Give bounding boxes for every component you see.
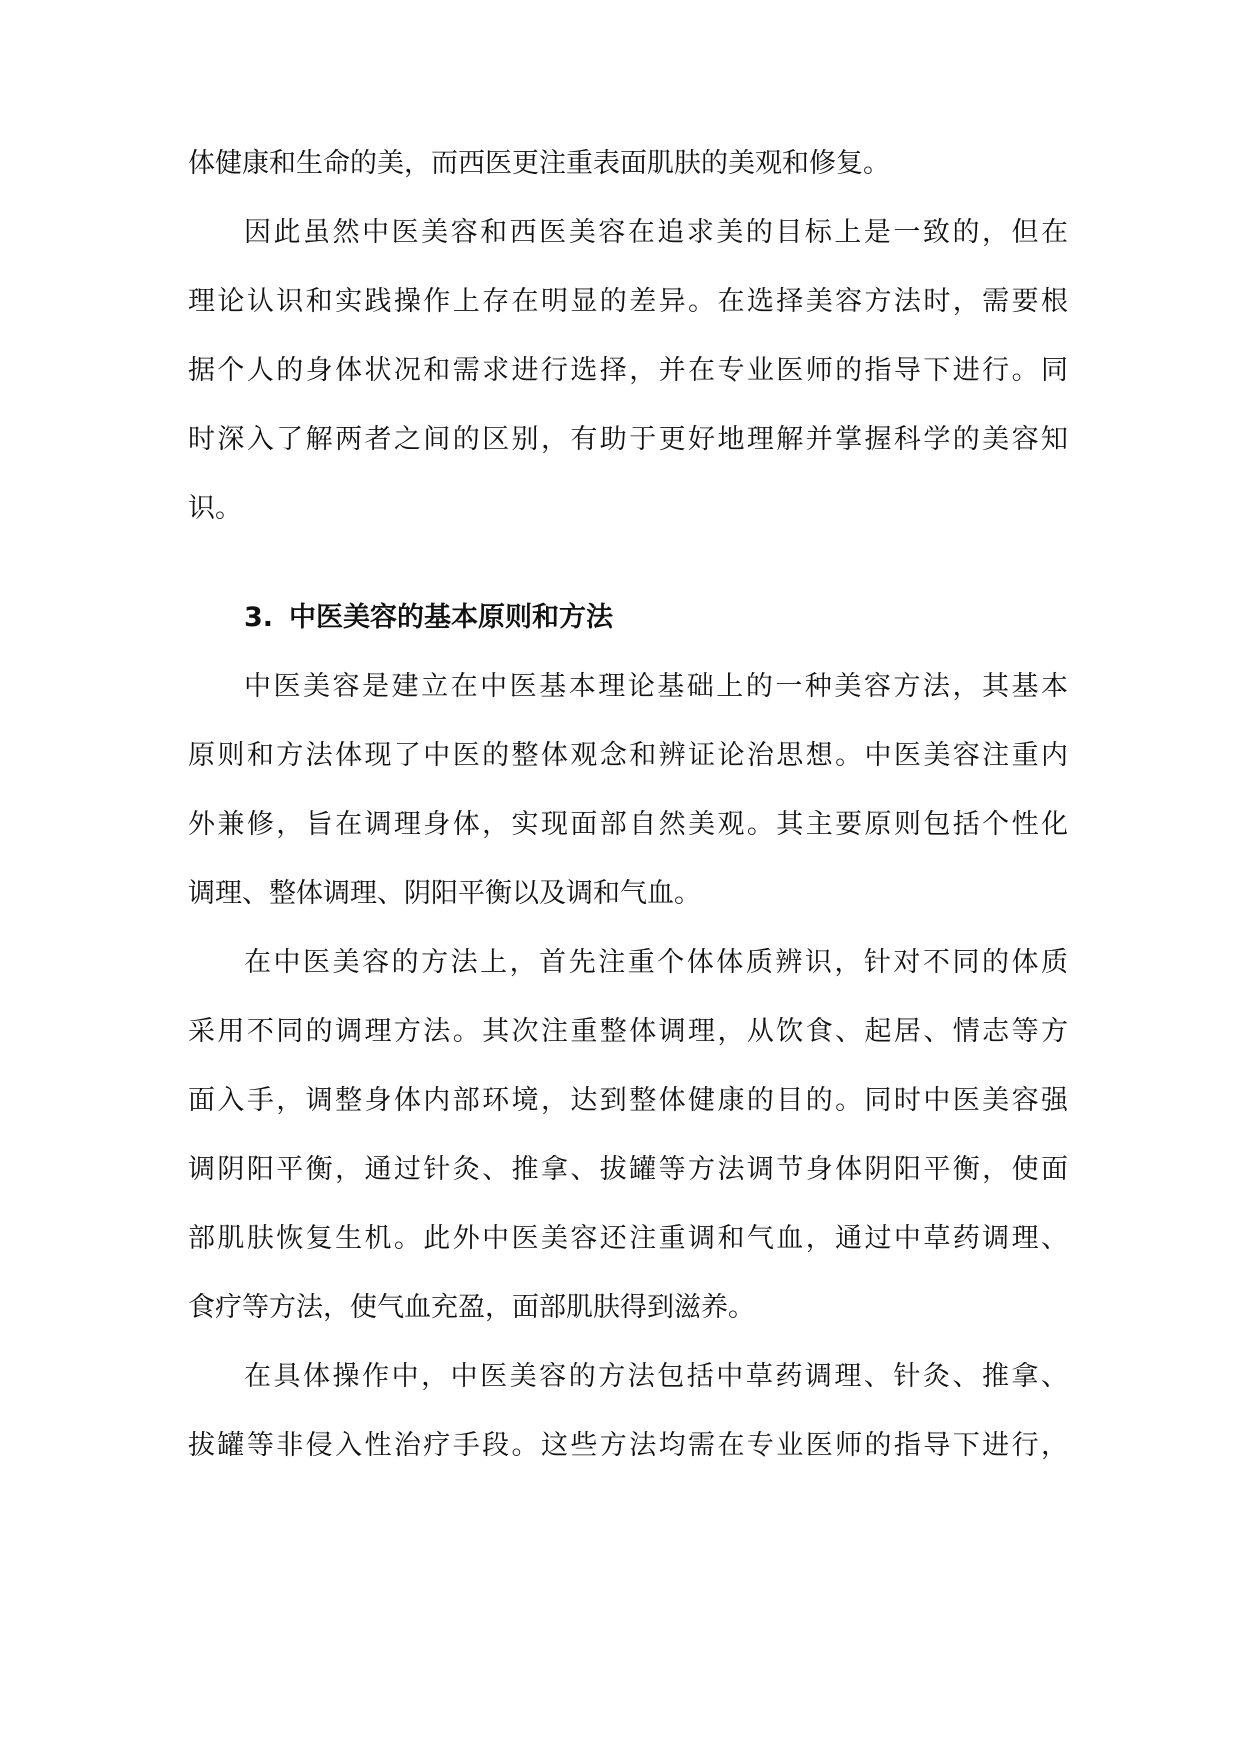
paragraph-line: 在中医美容的方法上，首先注重个体体质辨识，针对不同的体质 [244, 947, 1068, 978]
paragraph-line: 理论认识和实践操作上存在明显的差异。在选择美容方法时，需要根 [188, 286, 1068, 317]
paragraph-line: 调理、整体调理、阴阳平衡以及调和气血。 [188, 878, 701, 909]
paragraph-line: 拔罐等非侵入性治疗手段。这些方法均需在专业医师的指导下进行， [188, 1430, 1068, 1461]
paragraph-line: 调阴阳平衡，通过针灸、推拿、拔罐等方法调节身体阴阳平衡，使面 [188, 1154, 1068, 1185]
paragraph-line: 据个人的身体状况和需求进行选择，并在专业医师的指导下进行。同 [188, 355, 1068, 386]
paragraph-line: 原则和方法体现了中医的整体观念和辨证论治思想。中医美容注重内 [188, 740, 1068, 771]
paragraph-line: 体健康和生命的美，而西医更注重表面肌肤的美观和修复。 [188, 148, 890, 179]
paragraph-line: 外兼修，旨在调理身体，实现面部自然美观。其主要原则包括个性化 [188, 809, 1068, 840]
paragraph-line: 采用不同的调理方法。其次注重整体调理，从饮食、起居、情志等方 [188, 1016, 1068, 1047]
paragraph-line: 因此虽然中医美容和西医美容在追求美的目标上是一致的，但在 [244, 217, 1068, 248]
paragraph-line: 部肌肤恢复生机。此外中医美容还注重调和气血，通过中草药调理、 [188, 1223, 1068, 1254]
paragraph-line: 食疗等方法，使气血充盈，面部肌肤得到滋养。 [188, 1292, 755, 1323]
paragraph-line: 中医美容是建立在中医基本理论基础上的一种美容方法，其基本 [244, 671, 1068, 702]
paragraph-line: 面入手，调整身体内部环境，达到整体健康的目的。同时中医美容强 [188, 1085, 1068, 1116]
section-title: 中医美容的基本原则和方法 [289, 602, 614, 633]
paragraph-line: 在具体操作中，中医美容的方法包括中草药调理、针灸、推拿、 [244, 1361, 1068, 1392]
section-number: 3. [244, 602, 274, 633]
document-body [188, 136, 1068, 1487]
paragraph-line: 时深入了解两者之间的区别，有助于更好地理解并掌握科学的美容知 [188, 424, 1068, 455]
section-heading [188, 590, 1068, 646]
paragraph-line: 识。 [188, 493, 242, 524]
section-spacer [188, 550, 1068, 590]
